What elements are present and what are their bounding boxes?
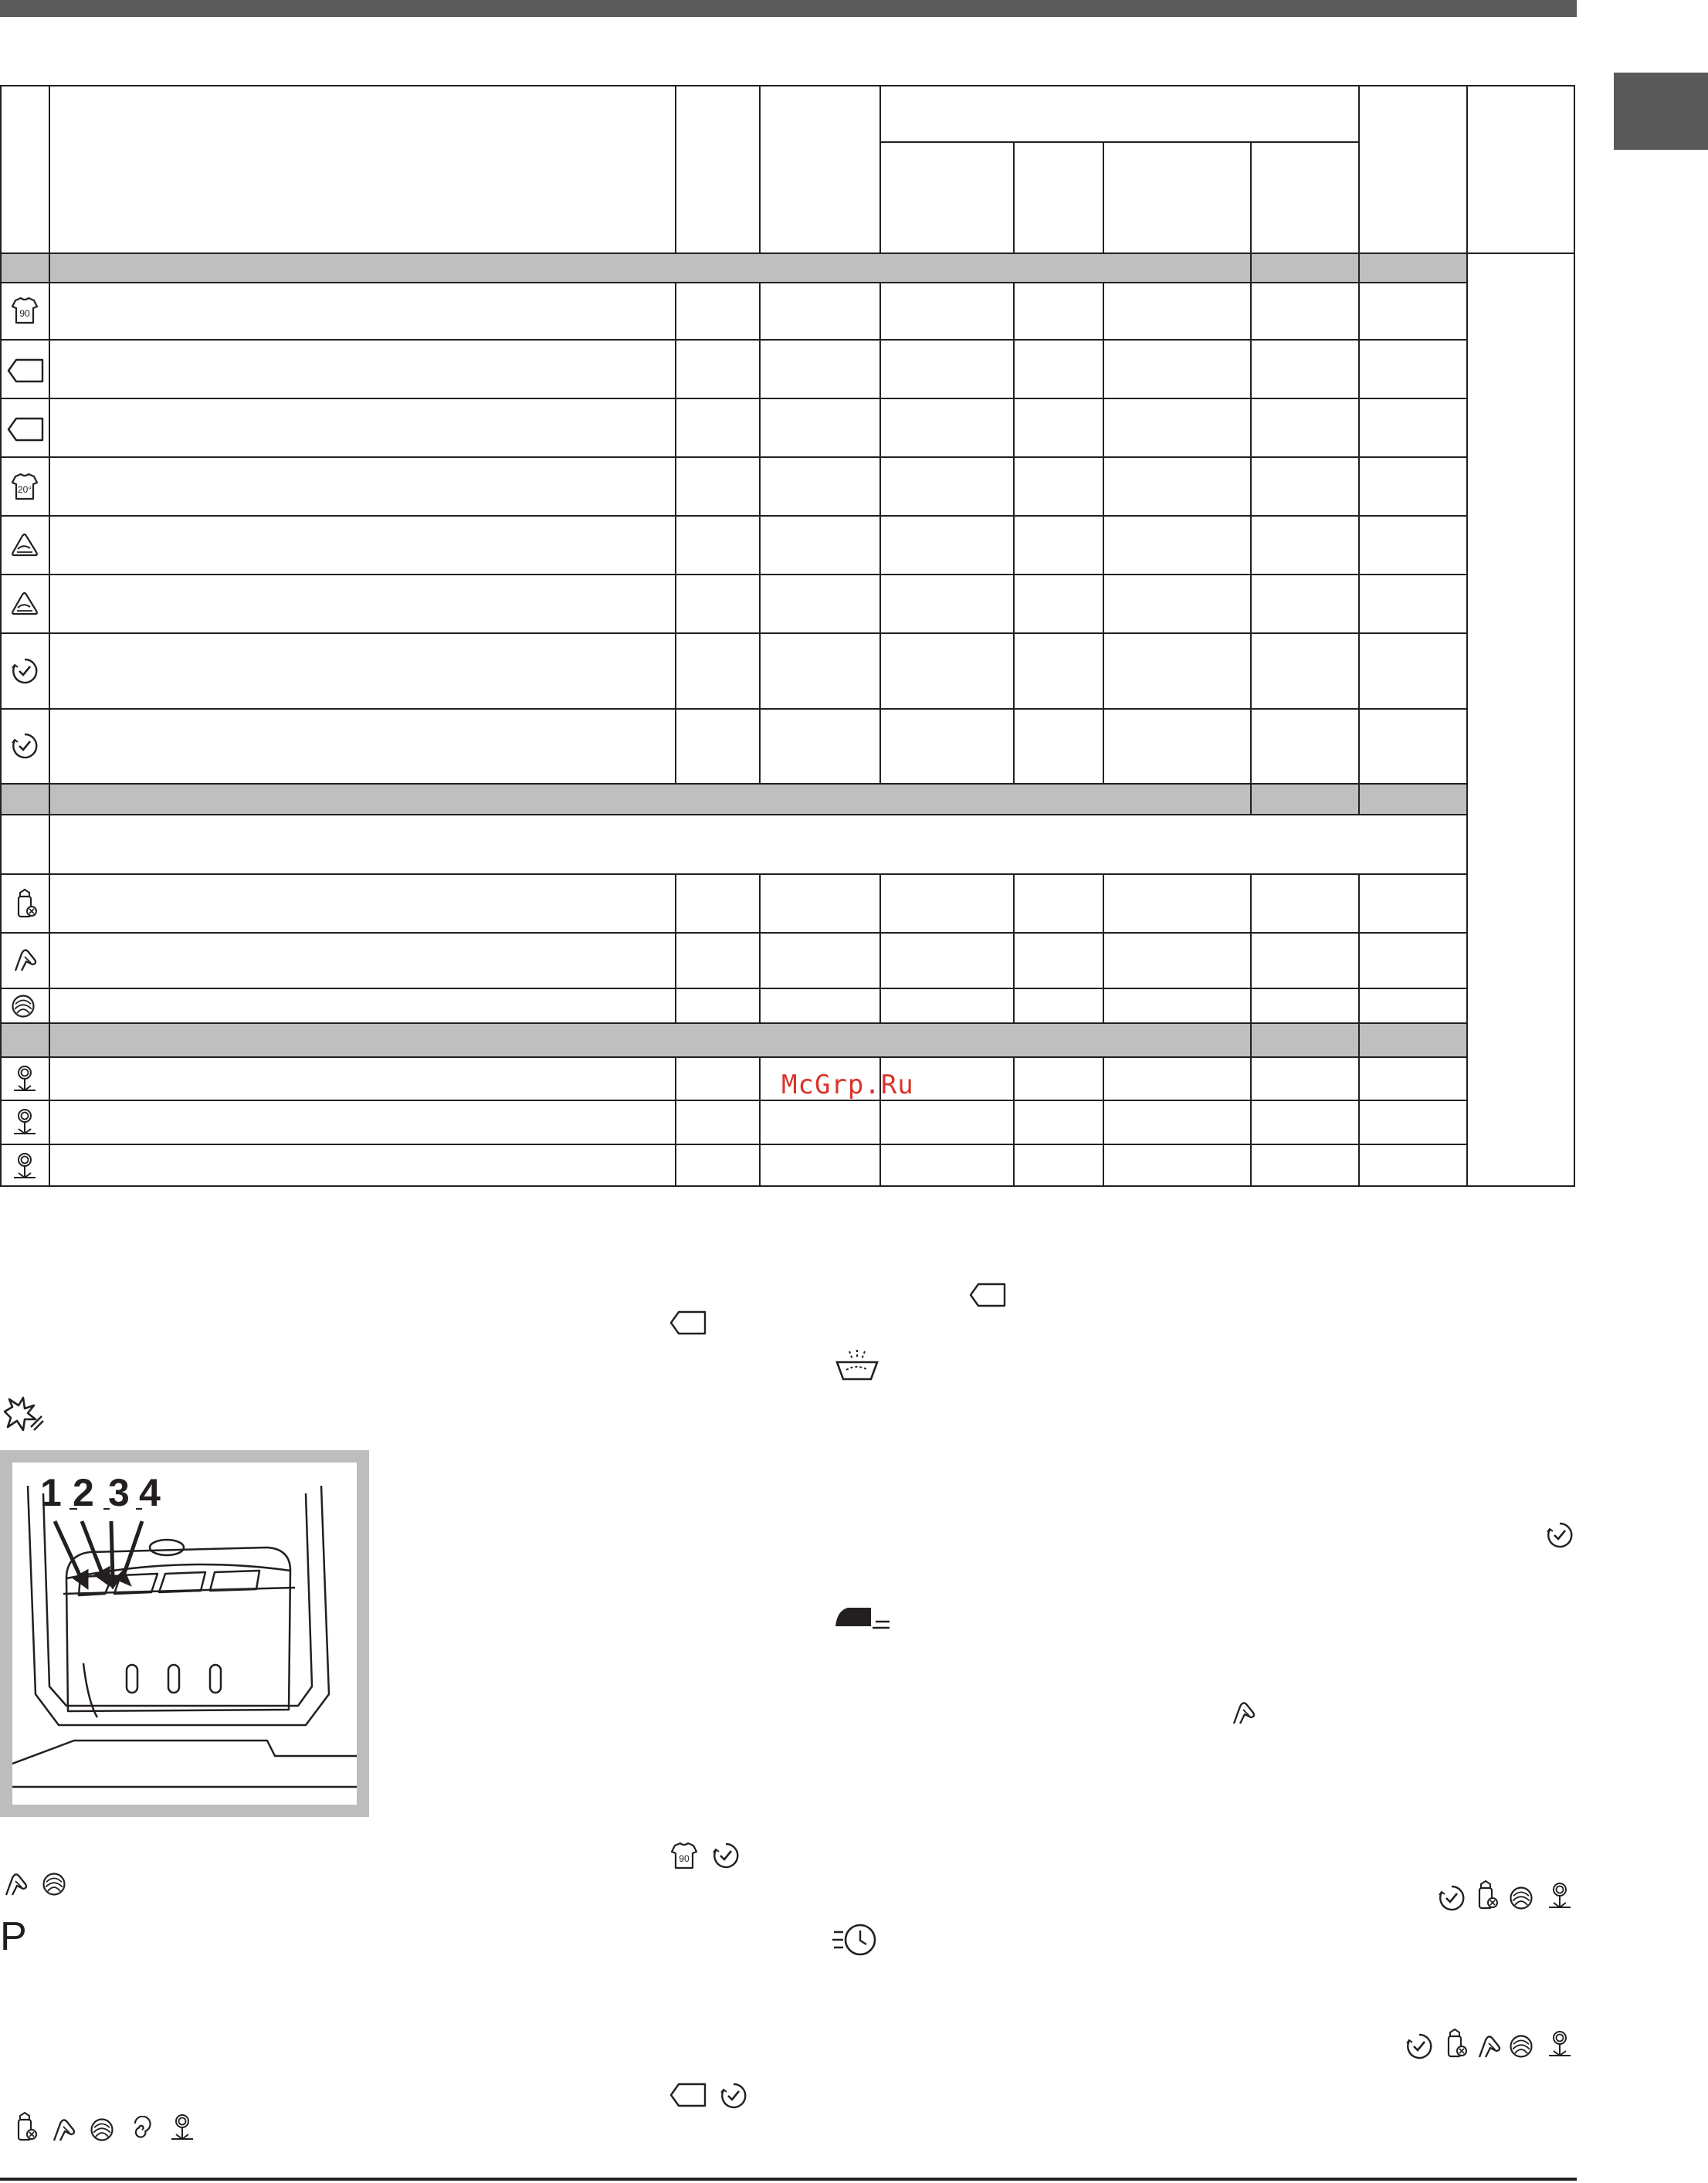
wool-icon [88, 2116, 116, 2144]
bucket-icon [834, 1348, 880, 1382]
quick-time-icon [832, 1921, 879, 1958]
iron-icon [831, 1600, 890, 1631]
swirl-icon [127, 2116, 154, 2144]
spin-icon [1544, 2029, 1575, 2060]
shirt-90-icon [669, 1840, 700, 1871]
svg-text:20°: 20° [17, 484, 32, 495]
dispenser-label-2: 2 [73, 1471, 94, 1514]
dispenser-label-1: 1 [40, 1471, 62, 1514]
table-band-row [0, 1023, 1467, 1057]
language-tab [1614, 73, 1708, 150]
time-check-icon [1436, 1883, 1467, 1914]
time-check-icon [718, 2080, 749, 2111]
silk-icon [1473, 2031, 1504, 2062]
time-check-icon [710, 1840, 741, 1871]
silk-icon [0, 1869, 31, 1900]
table-band-row [0, 784, 1467, 815]
spin-icon [167, 2113, 198, 2144]
silk-icon [1228, 1697, 1259, 1728]
time-check-icon [1544, 1520, 1575, 1551]
wool-icon [1507, 2032, 1535, 2060]
time-check-icon [1404, 2031, 1435, 2062]
dispenser-drawing [12, 1463, 357, 1805]
stain-icon [0, 1396, 46, 1433]
dispenser-label-4: 4 [139, 1471, 161, 1514]
baby-bottle-icon [9, 2111, 40, 2142]
table-grid [0, 85, 1575, 1188]
spin-icon [1544, 1881, 1575, 1912]
baby-bottle-icon [1470, 1880, 1501, 1910]
header-bar [0, 0, 1577, 17]
page-letter: P [0, 1914, 27, 1959]
watermark: McGrp.Ru [781, 1069, 914, 1100]
wool-icon [40, 1870, 68, 1898]
footer-rule [0, 2178, 1577, 2181]
dispenser-label-3: 3 [108, 1471, 130, 1514]
dispenser-figure [12, 1463, 357, 1805]
baby-bottle-icon [1439, 2028, 1470, 2059]
table-band-row [0, 253, 1467, 283]
programme-table [0, 85, 1575, 1188]
silk-icon [48, 2114, 79, 2145]
synthetic-tag-icon [669, 1310, 707, 1336]
svg-text:90: 90 [679, 1853, 690, 1864]
wool-icon [1507, 1884, 1535, 1912]
synthetic-tag-icon [669, 2082, 707, 2108]
svg-text:90: 90 [19, 308, 30, 319]
synthetic-tag-icon [968, 1282, 1007, 1308]
